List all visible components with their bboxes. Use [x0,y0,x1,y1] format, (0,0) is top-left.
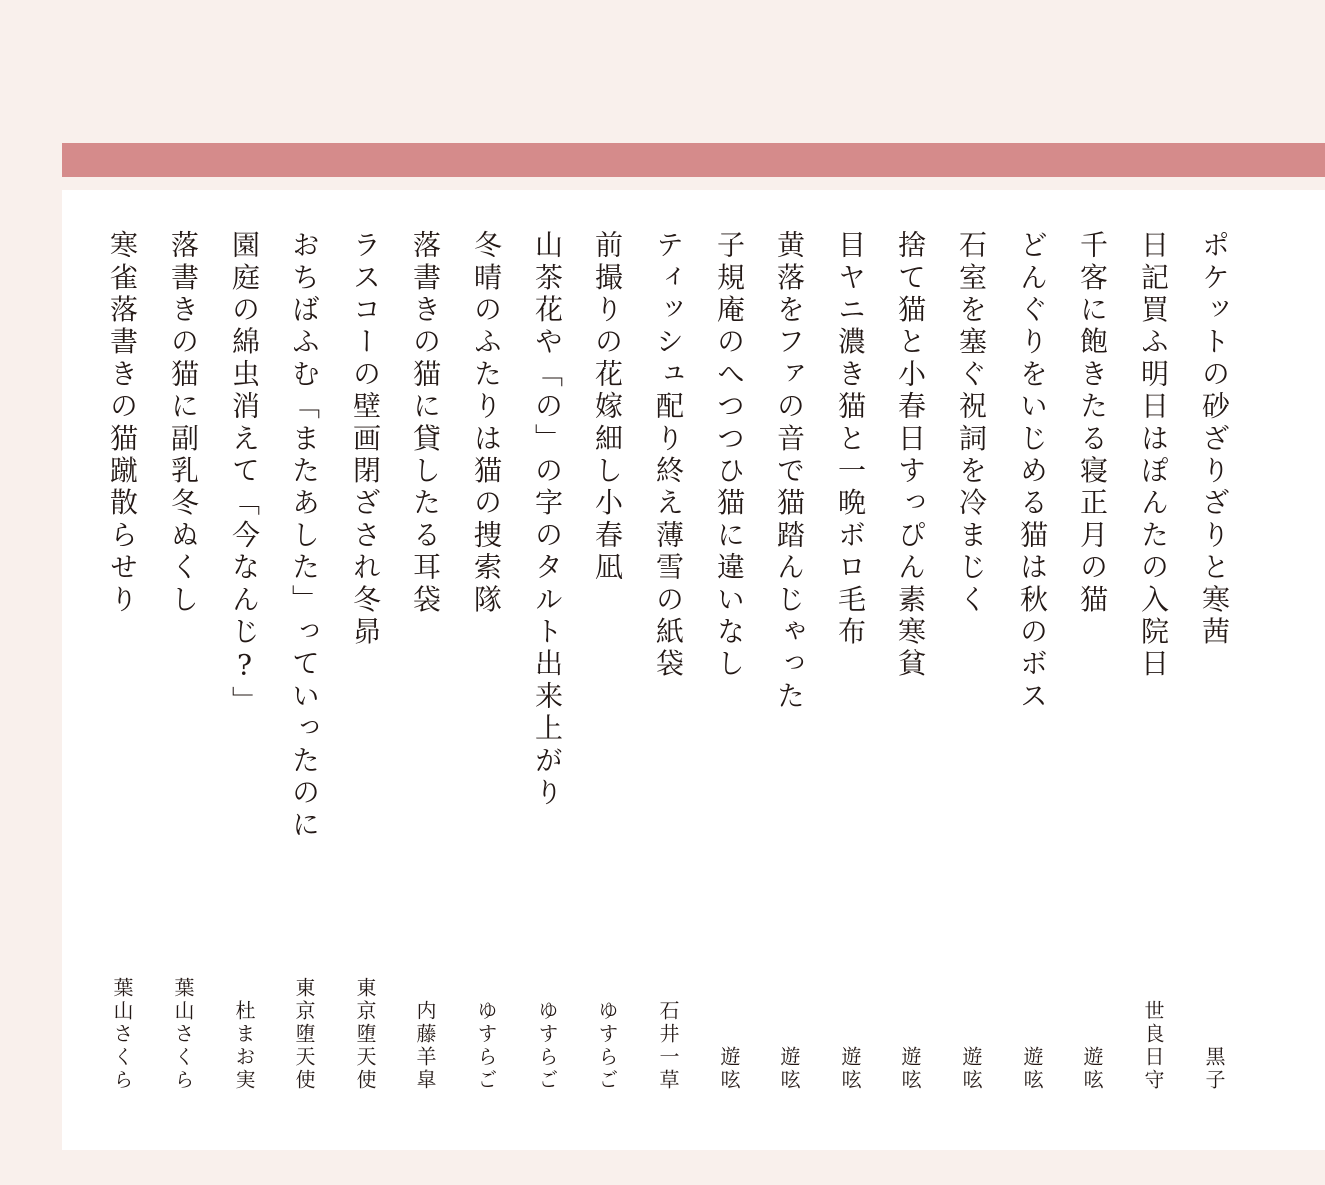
haiku-column [650,230,686,1110]
haiku-author: 遊呟 [898,1046,922,1092]
haiku-author: 遊呟 [1080,1046,1104,1092]
haiku-author: 遊呟 [959,1046,983,1092]
haiku-column [1014,230,1050,1110]
haiku-column [953,230,989,1110]
haiku-author: 杜まお実 [232,1000,256,1092]
haiku-verse: 捨て猫と小春日すっぴん素寒貧 [894,230,927,681]
haiku-verse: 前撮りの花嫁細し小春凪 [591,230,624,585]
haiku-verse: ティッシュ配り終え薄雪の紙袋 [652,230,685,681]
haiku-column [104,230,140,1110]
haiku-column [1074,230,1110,1110]
haiku-verse: 山茶花や「の」の字のタルト出来上がり [531,230,564,810]
haiku-author: 遊呟 [838,1046,862,1092]
haiku-verse: 石室を塞ぐ祝詞を冷まじく [955,230,988,617]
haiku-author: 東京堕天使 [353,977,377,1092]
haiku-column [1135,230,1171,1110]
haiku-column [347,230,383,1110]
haiku-verse: 黄落をファの音で猫踏んじゃった [773,230,806,713]
haiku-verse: ラスコーの壁画閉ざされ冬昴 [349,230,382,649]
haiku-author: 内藤羊皐 [413,1000,437,1092]
haiku-verse: 目ヤニ濃き猫と一晩ボロ毛布 [834,230,867,649]
haiku-verse: 寒雀落書きの猫蹴散らせり [106,230,139,617]
haiku-verse: おちばふむ「またあした」っていったのに [288,230,321,842]
haiku-author: 葉山さくら [110,977,134,1092]
haiku-verse: どんぐりをいじめる猫は秋のボス [1016,230,1049,713]
haiku-column [832,230,868,1110]
haiku-verse: ポケットの砂ざりざりと寒茜 [1198,230,1231,649]
haiku-column [468,230,504,1110]
haiku-panel [62,190,1325,1150]
haiku-author: 遊呟 [777,1046,801,1092]
haiku-author: 石井一草 [656,1000,680,1092]
haiku-column [226,230,262,1110]
haiku-column [1196,230,1232,1110]
haiku-column [529,230,565,1110]
haiku-verse: 園庭の綿虫消えて「今なんじ?」 [228,230,261,718]
haiku-column [407,230,443,1110]
haiku-author: 遊呟 [1020,1046,1044,1092]
haiku-author: 黒子 [1202,1046,1226,1092]
haiku-verse: 落書きの猫に貸したる耳袋 [409,230,442,617]
haiku-column [589,230,625,1110]
haiku-verse: 千客に飽きたる寝正月の猫 [1076,230,1109,617]
haiku-column [771,230,807,1110]
haiku-column [711,230,747,1110]
haiku-verse: 冬晴のふたりは猫の捜索隊 [470,230,503,617]
haiku-author: ゆすらご [474,1000,498,1092]
haiku-verse: 日記買ふ明日はぽんたの入院日 [1137,230,1170,681]
haiku-author: 世良日守 [1141,1000,1165,1092]
haiku-author: ゆすらご [535,1000,559,1092]
haiku-author: 東京堕天使 [292,977,316,1092]
haiku-author: 遊呟 [717,1046,741,1092]
haiku-author: ゆすらご [595,1000,619,1092]
haiku-column [165,230,201,1110]
haiku-verse: 落書きの猫に副乳冬ぬくし [167,230,200,617]
haiku-column [892,230,928,1110]
header-bar [62,143,1325,177]
haiku-author: 葉山さくら [171,977,195,1092]
haiku-verse: 子規庵のへつつひ猫に違いなし [713,230,746,681]
haiku-column [286,230,322,1110]
